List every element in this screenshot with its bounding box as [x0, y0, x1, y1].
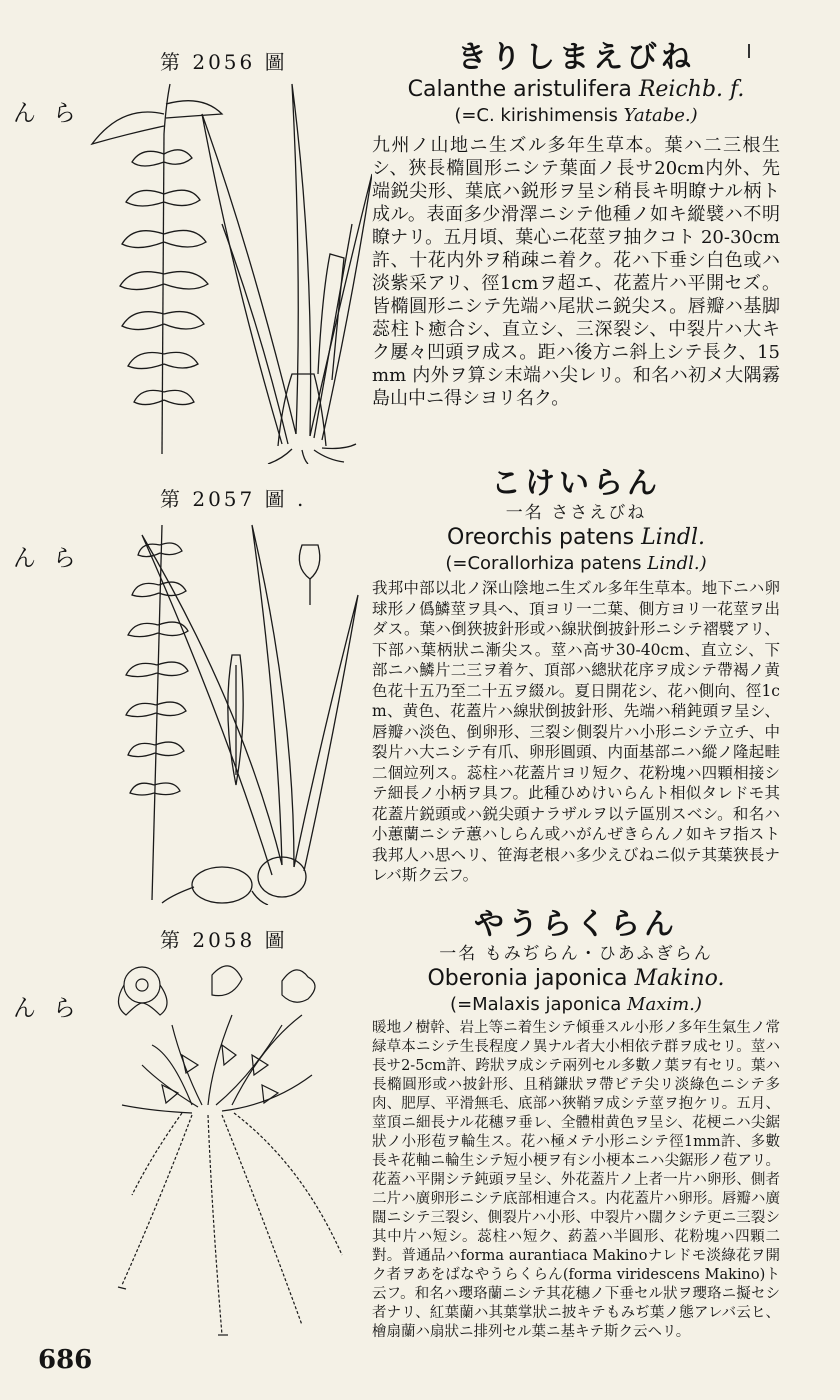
family-label: らん [8, 545, 76, 569]
family-label: らん [8, 995, 76, 1019]
plant-illustration [82, 515, 372, 905]
synonym: (=Corallorhiza patens Lindl.) [445, 553, 707, 574]
japanese-name: きりしまえびね [457, 40, 695, 75]
figure-label: 第 2058 圖 [160, 928, 288, 952]
figure-label: 第 2057 圖 . [160, 487, 307, 511]
description: 九州ノ山地ニ生ズル多年生草本。葉ハ二三根生シ、狹長橢圓形ニシテ葉面ノ長サ20cm内外、先端鋭尖形、葉底ハ鋭形ヲ呈シ稍長キ明瞭ナル柄ト成ル。表面多少滑澤ニシテ他種ノ如キ縱襞ハ不明瞭ナリ。五月頃、葉心ニ花莖ヲ抽クコト 20-30cm許、十花内外ヲ稍疎ニ着ク。花ハ下垂シ白色或ハ淡紫采アリ、徑1cmヲ超エ、花蓋片ハ平開セズ。皆橢圓形ニシテ先端ハ尾狀ニ鋭尖ス。唇瓣ハ基脚蕊柱ト癒合シ、直立シ、三深裂シ、中裂片ハ大キク屢々凹頭ヲ成ス。距ハ後方ニ斜上シテ長ク、15mm 内外ヲ算シ末端ハ尖レリ。和名ハ初メ大隅霧島山中ニ得シヨリ名ク。 [372, 135, 780, 409]
scientific-name: Calanthe aristulifera Reichb. f. [407, 77, 745, 102]
japanese-name: やうらくらん [474, 907, 678, 942]
description: 暖地ノ樹幹、岩上等ニ着生シテ傾垂スル小形ノ多年生氣生ノ常緑草本ニシテ生長程度ノ異ナル者大小相依テ群ヲ成セリ。莖ハ長サ2-5cm許、跨狀ヲ成シテ兩列セル多數ノ葉ヲ有セリ。葉ハ長橢圓形或ハ披針形、且稍鎌狀ヲ帶ビテ尖リ淡綠色ニシテ多肉、肥厚、平滑無毛、底部ハ狹鞘ヲ成シテ莖ヲ抱ケリ。五月、莖頂ニ細長ナル花穗ヲ垂レ、全體柑黄色ヲ呈シ、花梗ニハ尖鋸狀ノ小形苞ヲ輪生ス。花ハ極メテ小形ニシテ徑1mm許、多數長キ花軸ニ輪生シテ短小梗ヲ有シ小梗本ニハ尖鋸形ノ苞アリ。花蓋ハ平開シテ鈍頭ヲ呈シ、外花蓋片ノ上者一片ハ卵形、側者二片ハ廣卵形ニシテ底部相連合ス。内花蓋片ハ卵形。唇瓣ハ廣闊ニシテ三裂シ、側裂片ハ小形、中裂片ハ闊クシテ更ニ三裂シ其中片ハ短シ。蕊柱ハ短ク、葯蓋ハ半圓形、花粉塊ハ四顆二對。普通品ハforma aurantiaca Makinoナレドモ淡綠花ヲ開ク者ヲあをばなやうらくらん(forma viridescens Makino)ト云フ。和名ハ瓔珞蘭ニシテ其花穗ノ下垂セル狀ヲ瓔珞ニ擬セシ者ナリ、紅葉蘭ハ其葉掌狀ニ披キテもみぢ葉ノ態アレバ云ヒ、檜扇蘭ハ扇狀ニ排列セル葉ニ基キテ斯ク云ヘリ。 [372, 1020, 780, 1340]
entry-text [372, 40, 780, 410]
plant-illustration [82, 955, 372, 1340]
family-label: らん [8, 100, 76, 124]
plant-illustration [82, 74, 372, 464]
entry-text [372, 466, 780, 886]
synonym: (=Malaxis japonica Maxim.) [450, 994, 702, 1015]
scientific-name: Oberonia japonica Makino. [427, 966, 725, 991]
alternate-name: 一名 ささえびね [505, 503, 647, 523]
page-number: 686 [38, 1345, 93, 1375]
alternate-name: 一名 もみぢらん・ひあふぎらん [439, 944, 713, 964]
entry-text [372, 907, 780, 1342]
scientific-name: Oreorchis patens Lindl. [447, 525, 705, 550]
description: 我邦中部以北ノ深山陰地ニ生ズル多年生草本。地下ニハ卵球形ノ僞鱗莖ヲ具ヘ、頂ヨリ一二葉、側方ヨリ一花莖ヲ出ダス。葉ハ倒狹披針形或ハ線狀倒披針形ニシテ褶襞アリ、下部ハ葉柄狀ニ漸尖ス。莖ハ高サ30-40cm、直立シ、下部ニハ鱗片二三ヲ着ケ、頂部ハ總狀花序ヲ成シテ帶褐ノ黄色花十五乃至二十五ヲ綴ル。夏日開花シ、花ハ側向、徑1cm、黄色、花蓋片ハ線狀倒披針形、先端ハ稍鈍頭ヲ呈シ、唇瓣ハ淡色、倒卵形、三裂シ側裂片ハ小形ニシテ立チ、中裂片ハ大ニシテ有爪、卵形圓頭、内面基部ニハ縱ノ隆起畦二個竝列ス。蕊柱ハ花蓋片ヨリ短ク、花粉塊ハ四顆相接シテ細長ノ小柄ヲ具フ。此種ひめけいらんト相似タレドモ其花蓋片鋭頭或ハ鋭尖頭ナラザルヲ以テ區別スベシ。和名ハ小蕙蘭ニシテ蕙ハしらん或ハがんぜきらんノ如キヲ指スト我邦人ハ思ヘリ、笹海老根ハ多少えびねニ似テ其葉狹長ナレバ斯ク云フ。 [372, 579, 780, 884]
japanese-name: こけいらん [491, 466, 661, 501]
figure-label: 第 2056 圖 [160, 50, 288, 74]
synonym: (=C. kirishimensis Yatabe.) [454, 105, 698, 126]
